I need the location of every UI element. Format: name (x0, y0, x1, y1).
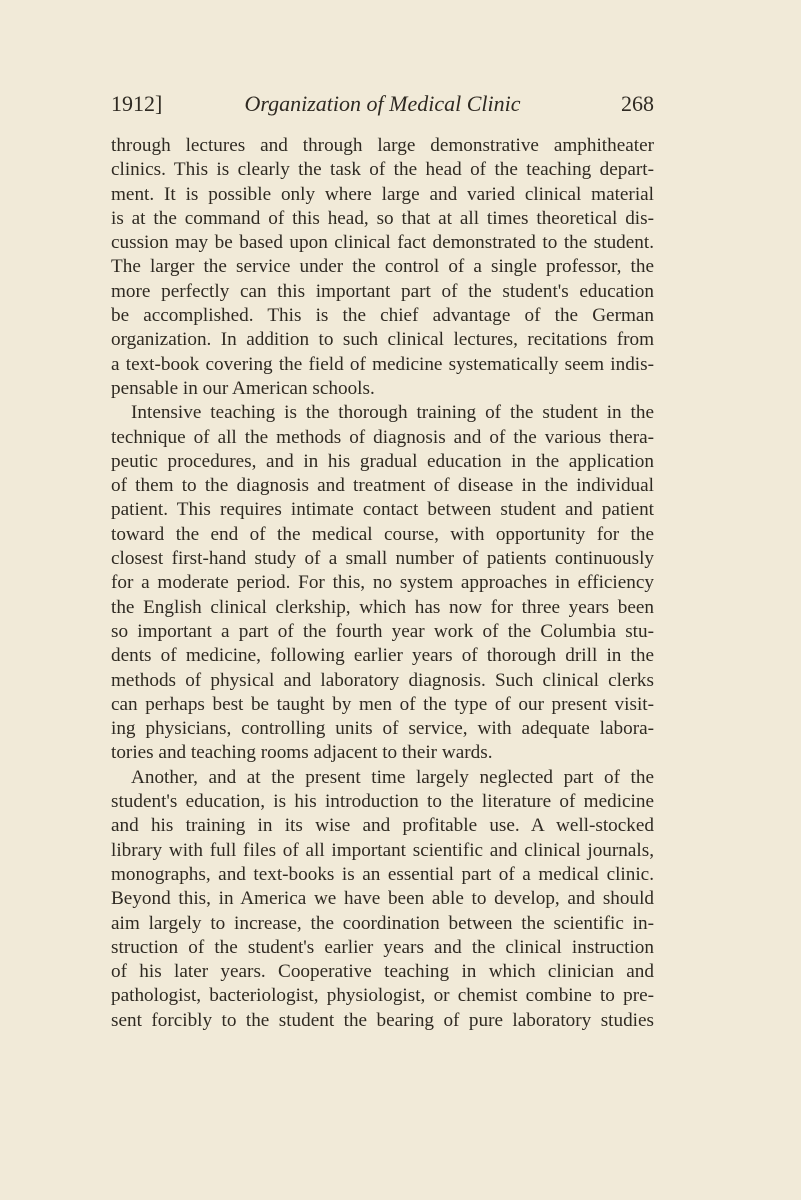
text-line: through lectures and through large demonstrative amphitheater (111, 135, 654, 156)
text-line: tories and teaching rooms adjacent to their wards. (111, 742, 493, 764)
text-line: closest first-hand study of a small number of patients continuously (111, 548, 654, 570)
text-line: for a moderate period. For this, no system approaches in efficiency (111, 572, 654, 594)
text-line: Beyond this, in America we have been able to develop, and should (111, 888, 654, 910)
text-line: ment. It is possible only where large and varied clinical material (111, 183, 654, 205)
text-line: aim largely to increase, the coordination between the scientific in- (111, 912, 654, 934)
running-header (111, 91, 654, 121)
text-line: more perfectly can this important part of the student's education (111, 280, 654, 302)
text-line: pathologist, bacteriologist, physiologist, or chemist combine to pre- (111, 985, 654, 1007)
text-line: peutic procedures, and in his gradual education in the application (111, 450, 654, 472)
text-line: sent forcibly to the student the bearing of pure laboratory studies (111, 1009, 654, 1031)
text-line: monographs, and text-books is an essential part of a medical clinic. (111, 863, 654, 885)
text-line: of them to the diagnosis and treatment of disease in the individual (111, 475, 654, 497)
header-title: Organization of Medical Clinic (244, 91, 521, 116)
page-number: 268 (621, 91, 654, 116)
text-line: methods of physical and laboratory diagnosis. Such clinical clerks (111, 669, 654, 691)
text-line: be accomplished. This is the chief advantage of the German (111, 305, 654, 327)
text-line: can perhaps best be taught by men of the type of our present visit- (111, 693, 654, 715)
text-line: the English clinical clerkship, which has now for three years been (111, 596, 654, 618)
text-line: The larger the service under the control of a single professor, the (111, 256, 654, 278)
text-line: cussion may be based upon clinical fact demonstrated to the student. (111, 232, 654, 254)
text-line: student's education, is his introduction to the literature of medicine (111, 791, 654, 813)
body-text (111, 134, 654, 1033)
text-line: technique of all the methods of diagnosis and of the various thera- (111, 426, 654, 448)
header-year: 1912] (111, 91, 163, 116)
text-line: so important a part of the fourth year work of the Columbia stu- (111, 620, 654, 642)
text-line: Intensive teaching is the thorough training of the student in the (131, 402, 654, 424)
text-line: clinics. This is clearly the task of the head of the teaching depart- (111, 159, 654, 181)
text-line: dents of medicine, following earlier years of thorough drill in the (111, 645, 654, 667)
text-line: is at the command of this head, so that at all times theoretical dis- (111, 207, 654, 229)
text-line: of his later years. Cooperative teaching in which clinician and (111, 961, 654, 983)
text-line: pensable in our American schools. (111, 377, 375, 399)
text-line: a text-book covering the field of medicine systematically seem indis- (111, 353, 654, 375)
text-line: ing physicians, controlling units of service, with adequate labora- (111, 718, 654, 740)
text-line: patient. This requires intimate contact between student and patient (111, 499, 654, 521)
text-line: and his training in its wise and profitable use. A well-stocked (111, 815, 654, 837)
text-line: library with full files of all important scientific and clinical journals, (111, 839, 654, 861)
text-line: toward the end of the medical course, with opportunity for the (111, 523, 654, 545)
text-line: organization. In addition to such clinical lectures, recitations from (111, 329, 654, 351)
text-line: Another, and at the present time largely neglected part of the (131, 766, 654, 788)
text-line: struction of the student's earlier years and the clinical instruction (111, 936, 654, 958)
